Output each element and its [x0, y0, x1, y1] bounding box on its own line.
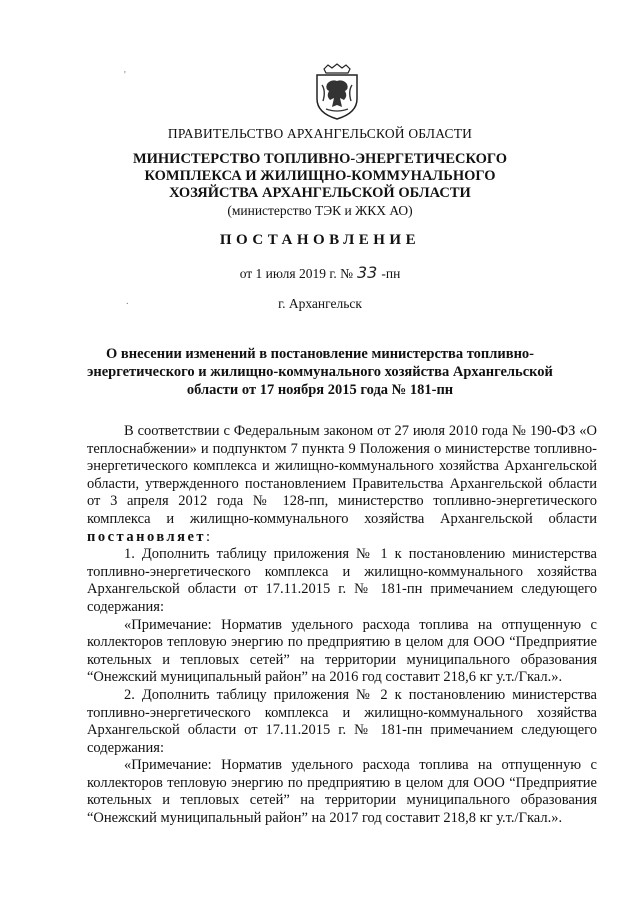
preamble-text: В соответствии с Федеральным законом от 27 июля 2010 года № 190-ФЗ «О теплоснабжении» и подпунктом 7 пункта 9 Положения о министерстве топливно-энергетического комплекса и жилищно-коммунального хозяйства Архангельской области, утвержденного постановлением Правительства Архангельской области от 3 апреля 2012 года № 128-пп, министерство топливно-энергетического комплекса и жилищно-коммунального хозяйства Архангельской области — [87, 423, 597, 527]
resolves-colon: : — [206, 528, 211, 545]
ministry-abbreviation: (министерство ТЭК и ЖКХ АО) — [227, 203, 413, 218]
government-name: ПРАВИТЕЛЬСТВО АРХАНГЕЛЬСКОЙ ОБЛАСТИ — [167, 126, 473, 141]
ministry-line: КОМПЛЕКСА И ЖИЛИЩНО-КОММУНАЛЬНОГО — [144, 168, 496, 184]
preamble-paragraph — [87, 423, 597, 546]
item-2-paragraph: 2. Дополнить таблицу приложения № 2 к постановлению министерства топливно-энергетического комплекса и жилищно-коммунального хозяйства Архангельской области от 17.11.2015 г. № 181-пн примечанием следующего содержания: — [87, 686, 597, 756]
scan-mark: . — [126, 296, 129, 307]
subject-line: области от 17 ноября 2015 года № 181-пн — [186, 382, 454, 398]
subject-line: О внесении изменений в постановление министерства топливно- — [105, 346, 535, 362]
subject-line: энергетического и жилищно-коммунального хозяйства Архангельской — [87, 364, 553, 380]
note-2-paragraph: «Примечание: Норматив удельного расхода топлива на отпущенную с коллекторов тепловую энергию по предприятию в целом для ООО “Предприятие котельных и тепловых сетей” на территории муниципального образования “Онежский муниципальный район” на 2017 год составит 218,8 кг у.т./Гкал.». — [87, 757, 597, 827]
item-1-paragraph: 1. Дополнить таблицу приложения № 1 к постановлению министерства топливно-энергетического комплекса и жилищно-коммунального хозяйства Архангельской области от 17.11.2015 г. № 181-пн примечанием следующего содержания: — [87, 546, 597, 615]
document-subject — [0, 345, 640, 399]
document-number: 33 — [356, 263, 378, 282]
document-body — [87, 423, 597, 828]
document-number-suffix: -пн — [381, 266, 401, 281]
document-date: от 1 июля 2019 г. № — [239, 266, 353, 281]
ministry-line: ХОЗЯЙСТВА АРХАНГЕЛЬСКОЙ ОБЛАСТИ — [169, 185, 471, 201]
document-city: г. Архангельск — [278, 296, 362, 311]
ministry-name — [0, 151, 640, 202]
ministry-line: МИНИСТЕРСТВО ТОПЛИВНО-ЭНЕРГЕТИЧЕСКОГО — [132, 151, 508, 167]
scan-mark: ' — [124, 70, 126, 81]
resolves-word: постановляет — [87, 528, 207, 545]
note-1-paragraph: «Примечание: Норматив удельного расхода топлива на отпущенную с коллекторов тепловую энергию по предприятию в целом для ООО “Предприятие котельных и тепловых сетей” на территории муниципального образования “Онежский муниципальный район” на 2016 год составит 218,6 кг у.т./Гкал.». — [87, 616, 597, 686]
document-date-line — [0, 263, 640, 282]
document-type: ПОСТАНОВЛЕНИЕ — [219, 232, 421, 248]
coat-of-arms-icon — [312, 63, 362, 121]
